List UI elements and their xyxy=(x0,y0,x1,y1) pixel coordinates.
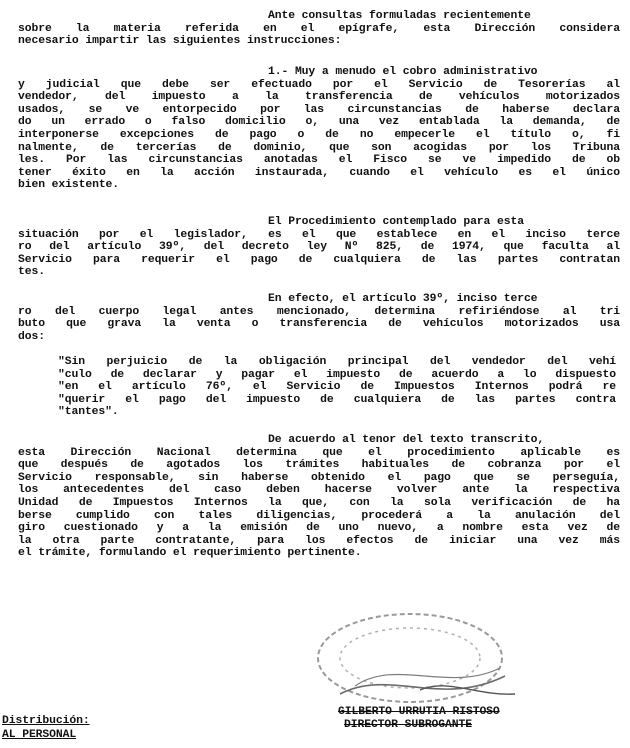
para3-line: ro del cuerpo legal antes mencionado, determina refiriéndose al tri xyxy=(18,305,620,318)
quote-line: "Sin perjuicio de la obligación principal del vendedor del vehí xyxy=(58,356,616,368)
para1-line: 1.- Muy a menudo el cobro administrativo xyxy=(268,66,538,78)
intro-line: necesario impartir las siguientes instrucciones: xyxy=(18,35,342,48)
para1-line: tener éxito en la acción instaurada, cuando el vehículo es el único xyxy=(18,166,620,179)
para4-line: esta Dirección Nacional determina que el procedimiento aplicable es xyxy=(18,446,620,459)
para4-line: la otra parte contratante, para los efectos de iniciar una vez más xyxy=(18,534,620,547)
para4-line: Unidad de Impuestos Internos la que, con la sola verificación de ha xyxy=(18,496,620,509)
distribution-label: Distribución: xyxy=(2,715,90,727)
distribution-value: AL PERSONAL xyxy=(2,729,77,741)
para1-line: usados, se ve entorpecido por las circunstancias de haberse declara xyxy=(18,103,620,116)
paragraph-1 xyxy=(18,66,620,192)
para2-line: El Procedimiento contemplado para esta xyxy=(268,216,524,228)
para1-line: les. Por las circunstancias anotadas el Fisco se ve impedido de ob xyxy=(18,154,620,167)
para1-line: nalmente, de tercerías de dominio, que son acogidas por los Tribuna xyxy=(18,141,620,154)
quote-line: "en el artículo 76º, el Servicio de Impuestos Internos podrá re xyxy=(58,381,616,394)
signature-title: DIRECTOR SUBROGANTE xyxy=(344,719,472,731)
para3-line: buto que grava la venta o transferencia de vehículos motorizados usa xyxy=(18,318,620,331)
para4-line: los antecedentes del caso deben hacerse volver ante la respectiva xyxy=(18,484,620,497)
para1-line: y judicial que debe ser efectuado por el Servicio de Tesorerías al xyxy=(18,78,620,91)
intro-paragraph xyxy=(18,10,620,48)
para4-line: De acuerdo al tenor del texto transcrito, xyxy=(268,434,545,446)
para3-line: dos: xyxy=(18,330,45,343)
para1-line: bien existente. xyxy=(18,179,120,192)
para4-line: giro cuestionado y a la emisión de uno nuevo, a nombre esta vez de xyxy=(18,522,620,535)
para1-line: interponerse excepciones de pago o de no empecerle el título o, fi xyxy=(18,128,620,141)
para4-line: el trámite, formulando el requerimiento pertinente. xyxy=(18,547,362,560)
signature-name: GILBERTO URRUTIA RISTOSO xyxy=(338,706,500,718)
legal-quote xyxy=(58,356,616,419)
paragraph-3 xyxy=(18,293,620,343)
official-stamp xyxy=(300,598,530,718)
para2-line: tes. xyxy=(18,266,45,279)
para1-line: do un errado o falso domicilio o, una vez entablada la demanda, de xyxy=(18,116,620,129)
quote-line: "querir el pago del impuesto de cualquiera de las partes contra xyxy=(58,393,616,406)
para2-line: Servicio para requerir el pago de cualquiera de las partes contratan xyxy=(18,253,620,266)
quote-line: "tantes". xyxy=(58,406,119,419)
para4-line: berse cumplido con tales diligencias, procederá a la anulación del xyxy=(18,509,620,522)
para2-line: situación por el legislador, es el que establece en el inciso terce xyxy=(18,228,620,241)
para4-line: que después de agotados los trámites habituales de cobranza por el xyxy=(18,459,620,472)
para1-line: vendedor, del impuesto a la transferencia de vehículos motorizados xyxy=(18,91,620,104)
quote-line: "culo de declarar y pagar el impuesto de acuerdo a lo dispuesto xyxy=(58,368,616,381)
intro-line: Ante consultas formuladas recientemente xyxy=(268,10,531,22)
para4-line: Servicio responsable, sin haberse obtenido el pago que se perseguía, xyxy=(18,471,620,484)
para2-line: ro del artículo 39º, del decreto ley Nº 825, de 1974, que faculta al xyxy=(18,241,620,254)
para3-line: En efecto, el artículo 39º, inciso terce xyxy=(268,293,538,305)
intro-line: sobre la materia referida en el epígrafe, esta Dirección considera xyxy=(18,22,620,35)
paragraph-2 xyxy=(18,216,620,279)
paragraph-4 xyxy=(18,434,620,560)
